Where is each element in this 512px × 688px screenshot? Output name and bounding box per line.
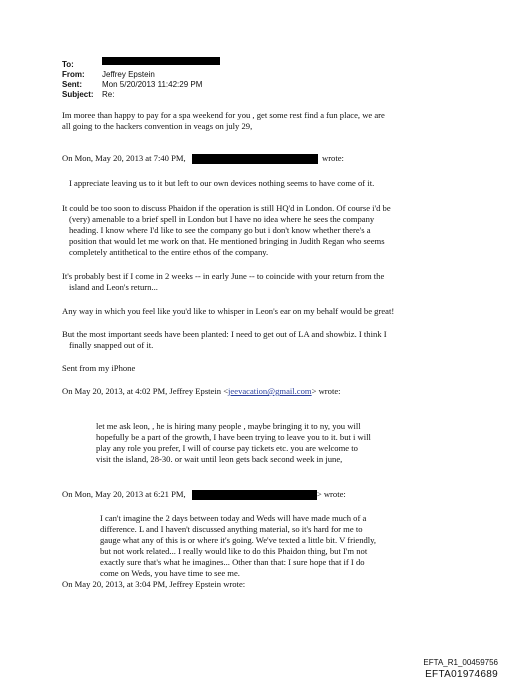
quote-header-2: On May 20, 2013, at 4:02 PM, Jeffrey Epstein <jeevacation@gmail.com> wrote: bbox=[62, 386, 341, 396]
sent-value: Mon 5/20/2013 11:42:29 PM bbox=[102, 80, 203, 89]
quote-header-text: On Mon, May 20, 2013 at 7:40 PM, bbox=[62, 153, 186, 163]
paragraph-imagine: I can't imagine the 2 days between today and Weds will have made much of a difference. L and I haven't discussed anything material, so it's hard for me to gauge what any of this is or where it's going. We've texted a little bit. V friendly, but not work related... I really would like to do this Phaidon thing, but I'm not exactly sure that's what he imagines... Other than that: I sure hope that if I do come on Weds, you have time to see me. bbox=[100, 513, 377, 578]
quote-header-wrote: wrote: bbox=[321, 153, 344, 163]
to-label: To: bbox=[62, 60, 74, 69]
body-line: Im moree than happy to pay for a spa weekend for you , get some rest find a fun place, we are bbox=[62, 110, 385, 120]
redaction-block bbox=[102, 57, 220, 65]
doc-id-large: EFTA01974689 bbox=[425, 669, 498, 680]
paragraph-appreciate: I appreciate leaving us to it but left to our own devices nothing seems to have come of it. bbox=[69, 178, 375, 188]
sent-row bbox=[62, 80, 220, 90]
body-line: all going to the hackers convention in veags on july 29, bbox=[62, 121, 253, 131]
from-label: From: bbox=[62, 70, 85, 79]
quote-header-3: On Mon, May 20, 2013 at 6:21 PM, > wrote: bbox=[62, 489, 346, 499]
subject-label: Subject: bbox=[62, 90, 94, 99]
email-link[interactable]: jeevacation@gmail.com bbox=[228, 386, 312, 396]
paragraph-seeds: But the most important seeds have been planted: I need to get out of LA and showbiz. I think I finally snapped out of it. bbox=[62, 329, 387, 350]
from-value: Jeffrey Epstein bbox=[102, 70, 155, 79]
redaction-block bbox=[192, 490, 317, 500]
email-header bbox=[62, 60, 220, 100]
paragraph-weeks: It's probably best if I come in 2 weeks -- in early June -- to coincide with your return from the island and Leon's return... bbox=[62, 271, 385, 292]
to-row bbox=[62, 60, 220, 70]
from-row bbox=[62, 70, 220, 80]
redaction-block bbox=[192, 154, 318, 164]
subject-row bbox=[62, 90, 220, 100]
quote-header-1 bbox=[62, 153, 344, 164]
paragraph-phaidon: It could be too soon to discuss Phaidon if the operation is still HQ'd in London. Of course i'd be (very) amenable to a brief spell in London but I have no idea where he sees the company heading. I know where I'd like to see the company go but i don't know whether there's a position that would let me work on that. He mentioned bringing in Judith Regan who seems completely antithetical to the entire ethos of the company. bbox=[62, 203, 391, 257]
quote-header-4: On May 20, 2013, at 3:04 PM, Jeffrey Epstein wrote: bbox=[62, 579, 246, 589]
doc-id-small: EFTA_R1_00459756 bbox=[423, 658, 498, 667]
reply-body bbox=[62, 110, 385, 132]
paragraph-leon: let me ask leon, , he is hiring many people , maybe bringing it to ny, you will hopefully be a part of the growth, I have been trying to leave you to it. but i will play any role you prefer, I will of course pay tickets etc. you are welcome to visit the island, 28-30. or wait until leon gets back second week in june, bbox=[96, 421, 371, 464]
paragraph-whisper: Any way in which you feel like you'd like to whisper in Leon's ear on my behalf would be great! bbox=[62, 306, 395, 316]
subject-value: Re: bbox=[102, 90, 115, 99]
sent-from-signature: Sent from my iPhone bbox=[62, 363, 136, 373]
sent-label: Sent: bbox=[62, 80, 82, 89]
